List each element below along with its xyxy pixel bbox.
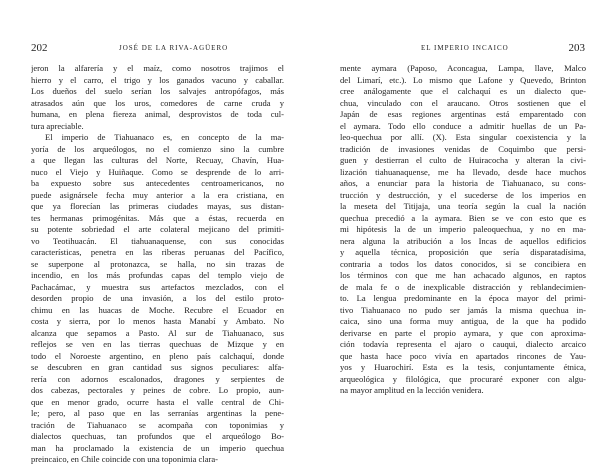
text-line: puede asignársele fecha muy anterior a la era cristiana, en (31, 189, 284, 200)
text-line: dos cabezas, pectorales y peines de cobre. Lo propio, aun- (31, 385, 284, 395)
right-running-head: EL IMPERIO INCAICO (421, 44, 509, 52)
text-line: rería con adornos escalonados, dragones y serpientes de (31, 373, 284, 384)
text-line: caica, sino una forma muy antigua, de la que ha podido (340, 316, 586, 326)
left-page-body (31, 63, 284, 466)
left-page (0, 0, 300, 464)
left-page-number: 202 (31, 42, 48, 54)
text-line: que hasta hace poco vivía en apartados rincones de Yau- (340, 350, 586, 361)
left-running-head: JOSÉ DE LA RIVA-AGÜERO (119, 44, 229, 52)
text-line: que ya florecían las primeras ciudades mayas, sus distan- (31, 201, 284, 211)
text-line: todo el Noroeste argentino, en pleno país calchaquí, donde (31, 350, 284, 361)
text-line: que en menor grado, ocurre hasta el valle central de Chi- (31, 396, 284, 407)
text-line: y aquella técnica, proposición que sería disparatadísima, (340, 247, 586, 257)
text-line: tración de Tiahuanaco se acompaña con toponimias y (31, 419, 284, 430)
text-line: tes hermanas primogénitas. Más que a éstas, recuerda en (31, 212, 284, 223)
text-line: to. La lengua predominante en la época mayor del primi- (340, 293, 586, 303)
text-line: incendio, en los más profundas capas del templo viejo de (31, 270, 284, 280)
right-page-number: 203 (568, 42, 585, 54)
text-line: los términos con que me han achacado algunos, en raptos (340, 270, 586, 280)
text-line: mente aymara (Paposo, Aconcagua, Lampa, llave, Malco (340, 63, 586, 73)
text-line: nera alguna la atribución a los Incas de aquellos edificios (340, 235, 586, 246)
text-line: su potente sobriedad el arte colateral mejicano del primiti- (31, 224, 284, 234)
text-line: Los dueños del suelo serían los salvajes antropófagos, más (31, 86, 284, 96)
text-line: atrasados aún que los uros, comedores de carne cruda y (31, 97, 284, 108)
text-line: de mala fe o de inexplicable distracción y reblandecimien- (340, 281, 586, 292)
text-line: desorden propio de una invasión, a los del estilo proto- (31, 293, 284, 303)
text-line: preincaico, en Chile coincide con una toponimia clara- (31, 454, 219, 464)
text-line: la meseta del Titijaja, una teoría según la cual la nación (340, 201, 586, 211)
text-line: se superpone al protonazca, se halla, no sin trazas de (31, 258, 284, 269)
text-line: el aymara. Todo ello conduce a admitir huellas de un Pa- (340, 120, 586, 131)
text-line: Japán de esas regiones argentinas está emparentado con (340, 109, 586, 119)
text-line: jeron la alfarería y el maíz, como nosotros trajimos el (31, 63, 284, 73)
text-line: características, penetra en las riberas peruanas del Pacífico, (31, 247, 284, 257)
text-line: leo-quechua por allí. (X). Esta singular coexistencia y la (340, 132, 586, 142)
text-line: quechua precedió a la aymara. Bien se ve con esto que es (340, 212, 586, 223)
text-line: lización tiahuanaquense, me ha llevado, desde hace muchos (340, 166, 586, 177)
text-line: trucción y destrucción, y el sucederse de los imperios en (340, 189, 586, 200)
text-line: reflejos se ven en las tierras quechuas de Mizque y en (31, 339, 284, 349)
text-line: dialectos quechuas, tan profundos que el arqueólogo Bo- (31, 431, 284, 441)
text-line: tradición de invasiones venidas de Coquimbo que persi- (340, 143, 586, 154)
text-line: del Limarí, etc.). Lo mismo que Lafone y Quevedo, Brinton (340, 74, 586, 85)
text-line: chimu en las huacas de Moche. Recubre el Ecuador en (31, 304, 284, 315)
text-line: na mayor amplitud en la lección venidera. (340, 385, 484, 395)
text-line: nuco el Viejo y Huiñaque. Como se desprende de lo arri- (31, 166, 284, 177)
text-line: años, a enunciar para la historia de Tiahuanaco, su cons- (340, 178, 586, 188)
text-line: se descubren en gran cantidad sus signos peculiares: alfa- (31, 362, 284, 372)
text-line: El imperio de Tiahuanaco es, en concepto de la ma- (45, 132, 284, 142)
text-line: hierro y el carro, el trigo y los ganados vacuno y caballar. (31, 74, 284, 85)
text-line: derivarse en parte el propio aymara, y que con aproxima- (340, 327, 586, 338)
text-line: yos y Huarochirí. Esta es la tesis, conjuntamente étnica, (340, 362, 586, 372)
text-line: costa y sierra, por lo menos hasta Manabí y Ambato. No (31, 316, 284, 326)
text-line: vo Teotihuacán. El tiahuanaquense, con sus conocidas (31, 235, 284, 246)
text-line: ción todavía representa el ajaro o cauqui, dialecto arcaico (340, 339, 586, 349)
text-line: man ha proclamado la existencia de un imperio quechua (31, 442, 284, 453)
text-line: mi hipótesis la de un imperio paleoquechua, y no en ma- (340, 224, 586, 234)
text-line: cree análogamente que el calchaquí es un dialecto que- (340, 86, 586, 96)
text-line: alcanza que sepamos a Pasto. Al sur de Tiahuanaco, sus (31, 327, 284, 338)
text-line: arqueológica y filológica, que procuraré exponer con algu- (340, 373, 586, 384)
text-line: a que llegan las culturas del Norte, Recuay, Chavín, Hua- (31, 155, 284, 165)
text-line: chua, vinculado con el araucano. Otros sostienen que el (340, 97, 586, 108)
text-line: Pachacámac, y muestra sus artefactos mezclados, con el (31, 281, 284, 292)
text-line: le; pero, al paso que en las serranías argentinas la pene- (31, 408, 284, 418)
right-page-body (340, 63, 586, 397)
text-line: ba expuesto sobre sus antecedentes centroamericanos, no (31, 178, 284, 188)
text-line: tura apreciable. (31, 120, 84, 131)
text-line: contraria a todos los datos conocidos, si se concibiera en (340, 258, 586, 269)
text-line: tivo Tiahuanaco no pudo ser jamás la misma quechua in- (340, 304, 586, 315)
right-page (300, 0, 600, 458)
text-line: humana, en plena fiereza animal, desprovistos de toda cul- (31, 109, 284, 119)
text-line: guen y destierran el culto de Huiracocha y alteran la civi- (340, 155, 586, 165)
text-line: yoría de los arqueólogos, no el comienzo sino la cumbre (31, 143, 284, 154)
